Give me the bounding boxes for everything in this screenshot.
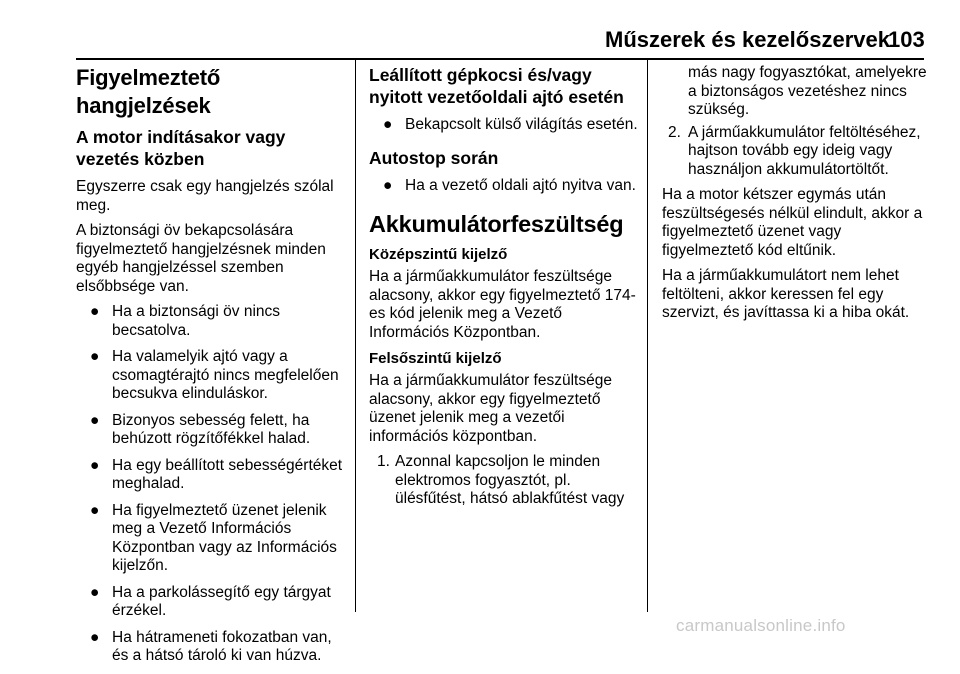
list-item-text: Ha egy beállított sebességértéket meghalad. (112, 456, 343, 492)
list-item-text: Ha hátrameneti fokozatban van, és a hátsó tároló ki van húzva. (112, 628, 332, 664)
subheading-uplevel-display: Felsőszintű kijelző (369, 350, 502, 367)
numbered-list (662, 124, 930, 180)
list-item (76, 584, 352, 621)
list-item (76, 348, 352, 404)
subheading-parked-vehicle: Leállított gépkocsi és/vagy nyitott vezetőoldali ajtó esetén (369, 65, 624, 107)
list-item (76, 502, 352, 576)
page-number: 103 (888, 27, 925, 52)
paragraph: Ha a járműakkumulátor feszültsége alacsony, akkor egy figyelmeztető 174-es kód jelenik meg a Vezető Információs Központban. (369, 268, 636, 341)
bullet-icon: ● (90, 303, 100, 320)
list-item (76, 303, 352, 340)
bullet-icon: ● (90, 501, 100, 519)
list-item (76, 629, 352, 666)
column-3 (662, 64, 930, 330)
column-2 (369, 64, 641, 516)
list-item (369, 453, 641, 509)
bullet-list (369, 116, 641, 135)
bullet-list (369, 177, 641, 196)
section-heading-battery-voltage: Akkumulátorfeszültség (369, 211, 624, 237)
paragraph: Ha a járműakkumulátort nem lehet feltölteni, akkor keressen fel egy szervizt, és javíttassa ki a hiba okát. (662, 267, 910, 321)
list-item (369, 116, 641, 135)
header-rule (76, 58, 924, 60)
list-item (76, 457, 352, 494)
watermark: carmanualsonline.info (676, 616, 846, 635)
bullet-icon: ● (383, 116, 393, 133)
bullet-icon: ● (383, 176, 393, 194)
column-1 (76, 64, 352, 674)
header-title: Műszerek és kezelőszervek (605, 27, 890, 52)
section-heading-warning-chimes: Figyelmeztető hangjelzések (76, 65, 221, 118)
list-item-text: A járműakkumulátor feltöltéséhez, hajtson tovább egy ideig vagy használjon akkumulátortöltőt. (688, 123, 921, 178)
list-item-text: Azonnal kapcsoljon le minden elektromos fogyasztót, pl. ülésfűtést, hátsó ablakfűtést vagy (395, 453, 625, 507)
list-item-text: Ha a biztonsági öv nincs becsatolva. (112, 303, 281, 339)
list-item-text: Ha valamelyik ajtó vagy a csomagtérajtó nincs megfelelően becsukva elinduláskor. (112, 348, 339, 402)
bullet-icon: ● (90, 348, 100, 365)
bullet-list (76, 303, 352, 666)
paragraph: Ha a motor kétszer egymás után feszültségesés nélkül elindult, akkor a figyelmeztető üzenet vagy figyelmeztető kód eltűnik. (662, 186, 923, 259)
step-number: 1. (377, 453, 390, 470)
column-divider-1 (355, 60, 356, 612)
list-item (76, 412, 352, 449)
column-divider-2 (647, 60, 648, 612)
subheading-autostop: Autostop során (369, 147, 499, 168)
paragraph: A biztonsági öv bekapcsolására figyelmeztető hangjelzésnek minden egyéb hangjelzéssel szemben elsőbbsége van. (76, 222, 326, 295)
bullet-icon: ● (90, 583, 100, 601)
subheading-mid-level-display: Középszintű kijelző (369, 246, 508, 263)
list-item (369, 177, 641, 196)
list-item-text: Bizonyos sebesség felett, ha behúzott rögzítőfékkel halad. (112, 411, 311, 447)
step-number: 2. (668, 123, 681, 141)
paragraph: Egyszerre csak egy hangjelzés szólal meg. (76, 178, 334, 214)
list-item-continued: más nagy fogyasztókat, amelyekre a biztonságos vezetéshez nincs szükség. (688, 64, 927, 118)
bullet-icon: ● (90, 456, 100, 474)
bullet-icon: ● (90, 411, 100, 429)
subheading-engine-start: A motor indításakor vagy vezetés közben (76, 127, 286, 169)
list-item-text: Ha figyelmeztető üzenet jelenik meg a Vezető Információs Központban vagy az Információs kijelzőn. (112, 501, 337, 574)
list-item-text: Ha a parkolássegítő egy tárgyat érzékel. (112, 583, 331, 619)
list-item (662, 124, 930, 180)
numbered-list (369, 453, 641, 509)
list-item-text: Ha a vezető oldali ajtó nyitva van. (405, 176, 636, 194)
bullet-icon: ● (90, 628, 100, 646)
list-item-text: Bekapcsolt külső világítás esetén. (405, 116, 638, 133)
paragraph: Ha a járműakkumulátor feszültsége alacsony, akkor egy figyelmeztető üzenet jelenik meg a vezetői információs központban. (369, 372, 612, 445)
